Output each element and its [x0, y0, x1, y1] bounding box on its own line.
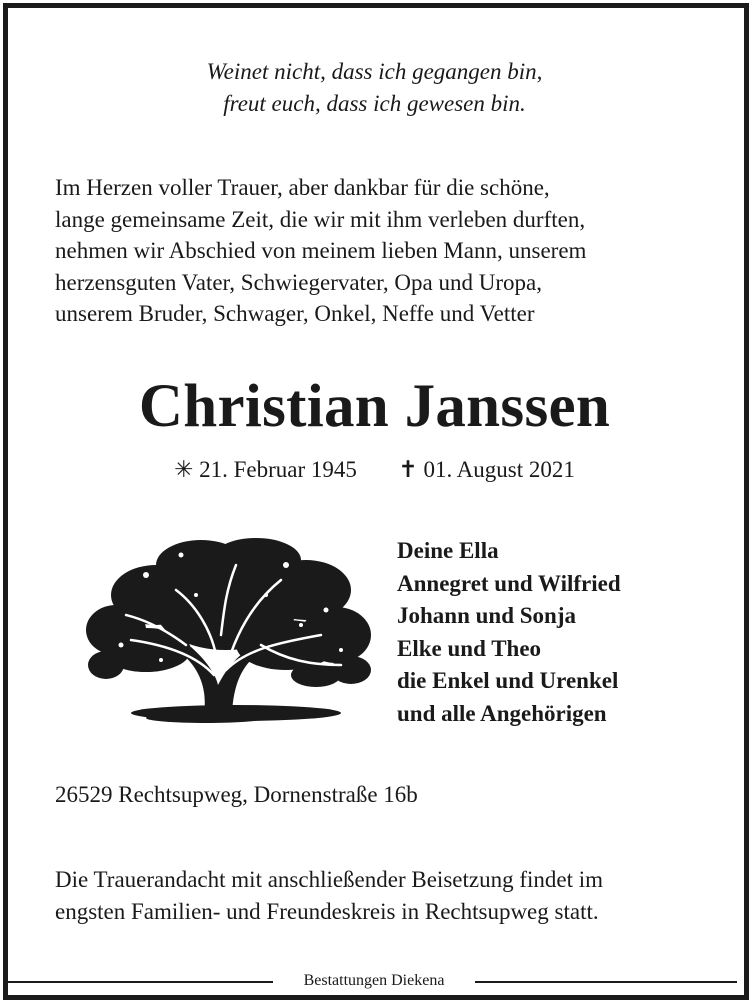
motto-line: freut euch, dass ich gewesen bin. [223, 91, 526, 116]
family-list [397, 535, 621, 730]
address: 26529 Rechtsupweg, Dornenstraße 16b [55, 782, 418, 807]
life-dates [0, 455, 749, 485]
family-member: Annegret und Wilfried [397, 570, 621, 596]
death-cross-icon: ✝ [398, 457, 418, 482]
undertaker-name: Bestattungen Diekena [303, 972, 445, 989]
footer-rule [475, 981, 737, 983]
family-member: die Enkel und Urenkel [397, 668, 619, 693]
tree-illustration-icon [86, 535, 376, 725]
footer [0, 966, 749, 996]
obituary-frame [3, 3, 749, 1000]
family-member: und alle Angehörigen [397, 700, 607, 726]
deceased-name: Christian Janssen [138, 373, 611, 440]
family-member: Johann und Sonja [397, 603, 576, 628]
motto-line: Weinet nicht, dass ich gegangen bin, [206, 59, 543, 84]
family-member: Elke und Theo [397, 635, 542, 661]
service-line: Die Trauerandacht mit anschließender Beisetzung findet im [55, 867, 604, 892]
intro-text [55, 172, 695, 330]
footer-rule [8, 981, 273, 983]
service-notice [55, 864, 715, 928]
intro-line: unserem Bruder, Schwager, Onkel, Neffe und Vetter [55, 301, 535, 326]
intro-line: Im Herzen voller Trauer, aber dankbar für die schöne, [55, 175, 550, 200]
family-member: Deine Ella [397, 538, 499, 563]
intro-line: lange gemeinsame Zeit, die wir mit ihm verleben durften, [55, 206, 586, 232]
motto [0, 56, 749, 120]
service-line: engsten Familien- und Freundeskreis in Rechtsupweg statt. [55, 899, 599, 924]
birth-date: 21. Februar 1945 [199, 457, 357, 482]
birth-star-icon: ✳ [174, 457, 194, 482]
intro-line: nehmen wir Abschied von meinem lieben Mann, unserem [55, 238, 587, 263]
death-date: 01. August 2021 [423, 457, 575, 482]
intro-line: herzensguten Vater, Schwiegervater, Opa und Uropa, [55, 269, 542, 295]
